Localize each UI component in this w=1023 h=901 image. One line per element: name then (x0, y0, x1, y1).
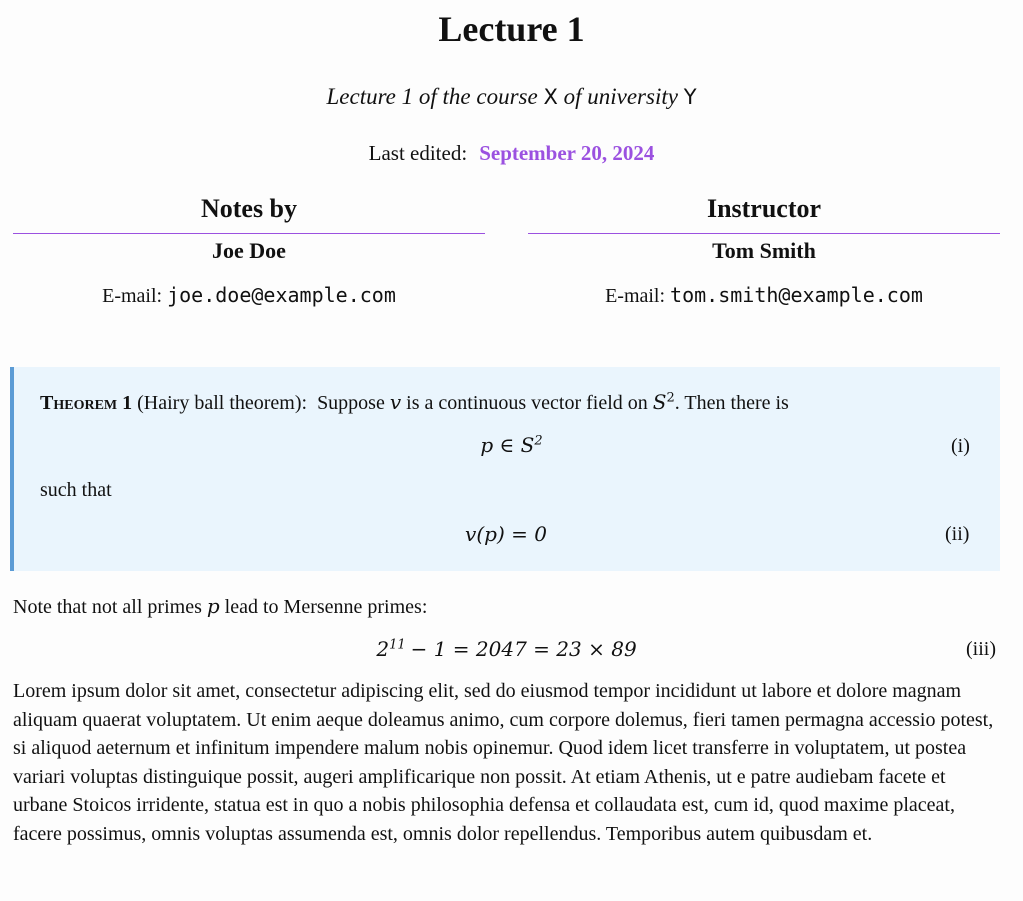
note-text-a: Note that not all primes (13, 596, 202, 618)
notes-email-row (13, 283, 485, 308)
subtitle-part2: of university (563, 84, 678, 109)
theorem-text-b: is a continuous vector field on (406, 392, 648, 414)
notes-divider (13, 233, 485, 234)
subtitle (0, 84, 1023, 110)
instructor-name: Tom Smith (712, 238, 816, 263)
subtitle-part1: Lecture 1 of the course (326, 84, 538, 109)
theorem-statement (40, 390, 789, 415)
theorem-name: (Hairy ball theorem): (137, 392, 308, 414)
equation-ii (0, 522, 1012, 547)
equation-iii-exp: 11 (389, 637, 406, 653)
theorem-text-a: Suppose (317, 392, 385, 414)
notes-heading: Notes by (200, 194, 298, 223)
note-text (13, 594, 427, 619)
last-edited-date: September 20, 2024 (479, 141, 655, 165)
theorem-label: Theorem 1 (40, 392, 133, 414)
body-paragraph: Lorem ipsum dolor sit amet, consectetur adipiscing elit, sed do eiusmod tempor incididunt ut labore et dolore magnam aliquam quaerat voluptatem. Ut enim aeque doleamus animo, cum corpore dolemus, fieri tamen permagna accessio potest, si aliquod aeternum et infinitum impendere malum nobis opinemur. Quod idem licet transferre in voluptatem, ut postea variari voluptas distinguique possit, augeri amplificarique non possit. At etiam Athenis, ut e patre audiebam facete et urbane Stoicos irridente, statua est in quo a nobis philosophia defensa et collaudata est, cum id, quod maxime placeat, facere possimus, omnis voluptas assumenda est, omnis dolor repellendus. Temporibus autem quibusdam et. (13, 680, 994, 845)
last-edited-label: Last edited: (368, 141, 468, 165)
subtitle-course: X (543, 85, 558, 109)
instructor-divider (528, 233, 1000, 234)
equation-i-exp: 2 (534, 433, 543, 449)
instructor-email-link[interactable]: tom.smith@example.com (670, 283, 923, 307)
instructor-heading: Instructor (706, 194, 822, 223)
page-title: Lecture 1 (438, 9, 585, 49)
equation-i (0, 433, 1023, 458)
equation-number-iii: (iii) (966, 638, 996, 660)
theorem-space-base: S (652, 390, 667, 414)
note-var-p: p (206, 594, 220, 618)
equation-number-i: (i) (951, 435, 970, 457)
theorem-space (653, 390, 675, 414)
equation-ii-body: v(p) = 0 (465, 522, 547, 546)
notes-author-name: Joe Doe (212, 238, 286, 263)
theorem-middle-text: such that (40, 479, 112, 501)
notes-email-label: E-mail: (102, 285, 163, 307)
equation-i-body: p ∈ S (480, 433, 535, 457)
theorem-text-c: . Then there is (674, 392, 789, 414)
note-text-b: lead to Mersenne primes: (224, 596, 428, 618)
equation-iii-rest: − 1 = 2047 = 23 × 89 (410, 637, 637, 661)
notes-email-link[interactable]: joe.doe@example.com (167, 283, 396, 307)
instructor-email-row (528, 283, 1000, 308)
last-edited (0, 141, 1023, 166)
equation-number-ii: (ii) (945, 523, 970, 545)
equation-iii-base: 2 (376, 637, 390, 661)
subtitle-university: Y (683, 85, 697, 109)
theorem-var-v: v (389, 390, 402, 414)
instructor-email-label: E-mail: (605, 285, 666, 307)
equation-iii (0, 637, 1013, 662)
theorem-space-exp: 2 (666, 390, 675, 406)
